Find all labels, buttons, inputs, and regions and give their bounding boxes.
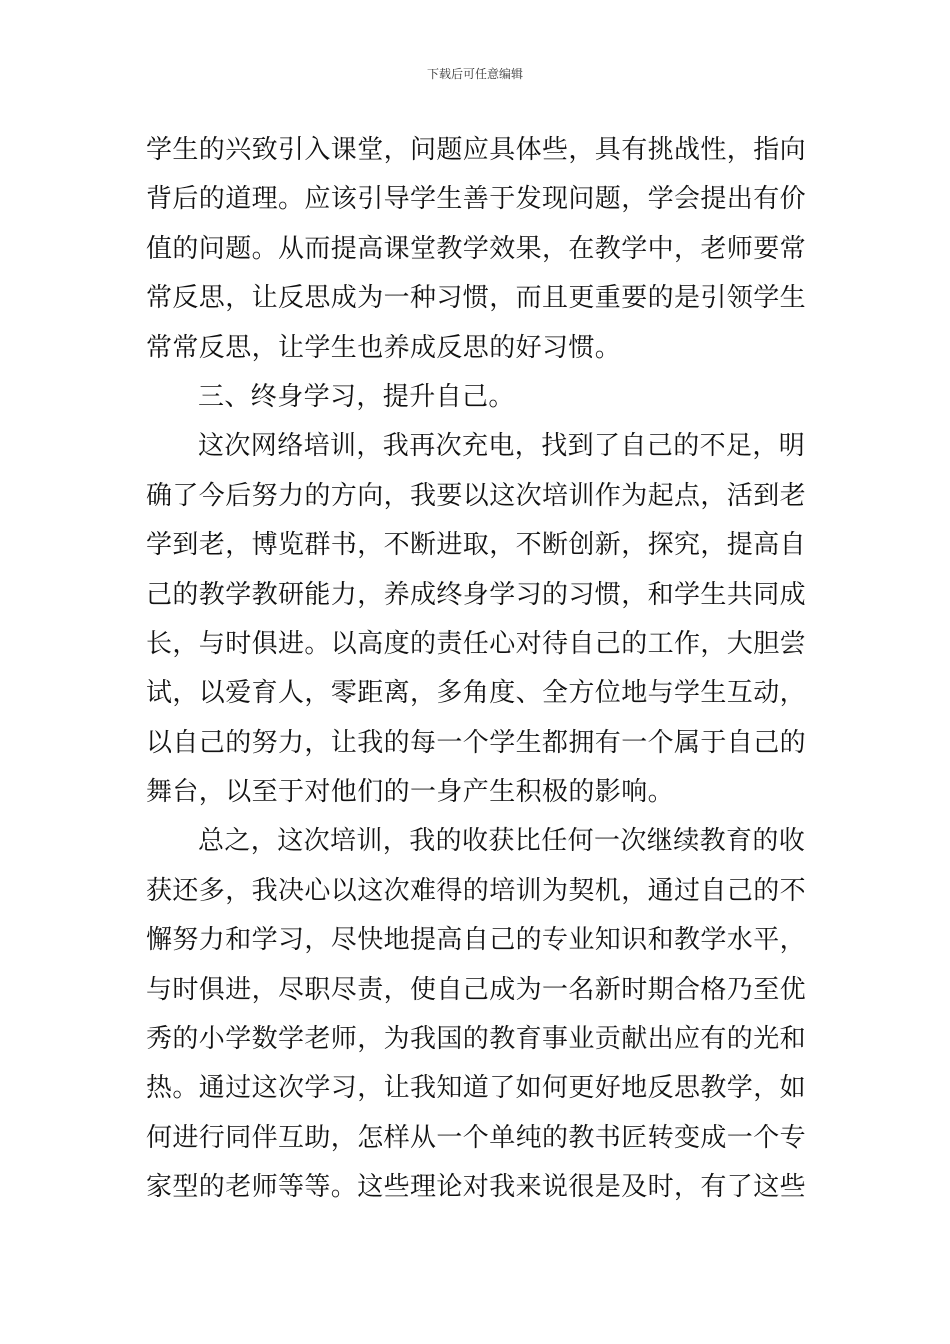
text-line: 常常反思，让学生也养成反思的好习惯。	[146, 332, 622, 363]
text-line: 家型的老师等等。这些理论对我来说很是及时，有了这些	[146, 1172, 807, 1203]
text-line: 常反思，让反思成为一种习惯，而且更重要的是引领学生	[146, 283, 807, 314]
text-line: 学到老，博览群书，不断进取，不断创新，探究，提高自	[146, 530, 807, 561]
paragraph-start: 这次网络培训，我再次充电，找到了自己的不足，明	[198, 431, 806, 462]
text-line: 值的问题。从而提高课堂教学效果，在教学中，老师要常	[146, 233, 807, 264]
text-line: 秀的小学数学老师，为我国的教育事业贡献出应有的光和	[146, 1024, 807, 1055]
text-line: 与时俱进，尽职尽责，使自己成为一名新时期合格乃至优	[146, 974, 807, 1005]
text-line: 试，以爱育人，零距离，多角度、全方位地与学生互动，	[146, 678, 807, 709]
text-line: 学生的兴致引入课堂，问题应具体些，具有挑战性，指向	[146, 135, 807, 165]
section-heading: 三、终身学习，提升自己。	[198, 381, 515, 412]
text-line: 己的教学教研能力，养成终身学习的习惯，和学生共同成	[146, 579, 807, 610]
text-line: 舞台，以至于对他们的一身产生积极的影响。	[146, 777, 675, 808]
text-line: 以自己的努力，让我的每一个学生都拥有一个属于自己的	[146, 727, 807, 758]
text-line: 背后的道理。应该引导学生善于发现问题，学会提出有价	[146, 184, 807, 215]
text-line: 确了今后努力的方向，我要以这次培训作为起点，活到老	[146, 480, 807, 511]
text-line: 获还多，我决心以这次难得的培训为契机，通过自己的不	[146, 875, 807, 906]
text-line: 懈努力和学习，尽快地提高自己的专业知识和教学水平，	[146, 925, 807, 956]
text-line: 长，与时俱进。以高度的责任心对待自己的工作，大胆尝	[146, 628, 807, 659]
paragraph-start: 总之，这次培训，我的收获比任何一次继续教育的收	[198, 826, 806, 857]
page-header-note: 下载后可任意编辑	[426, 67, 523, 81]
text-line: 热。通过这次学习，让我知道了如何更好地反思教学，如	[146, 1073, 807, 1104]
document-body	[146, 126, 808, 1213]
text-line: 何进行同伴互助，怎样从一个单纯的教书匠转变成一个专	[146, 1122, 807, 1153]
